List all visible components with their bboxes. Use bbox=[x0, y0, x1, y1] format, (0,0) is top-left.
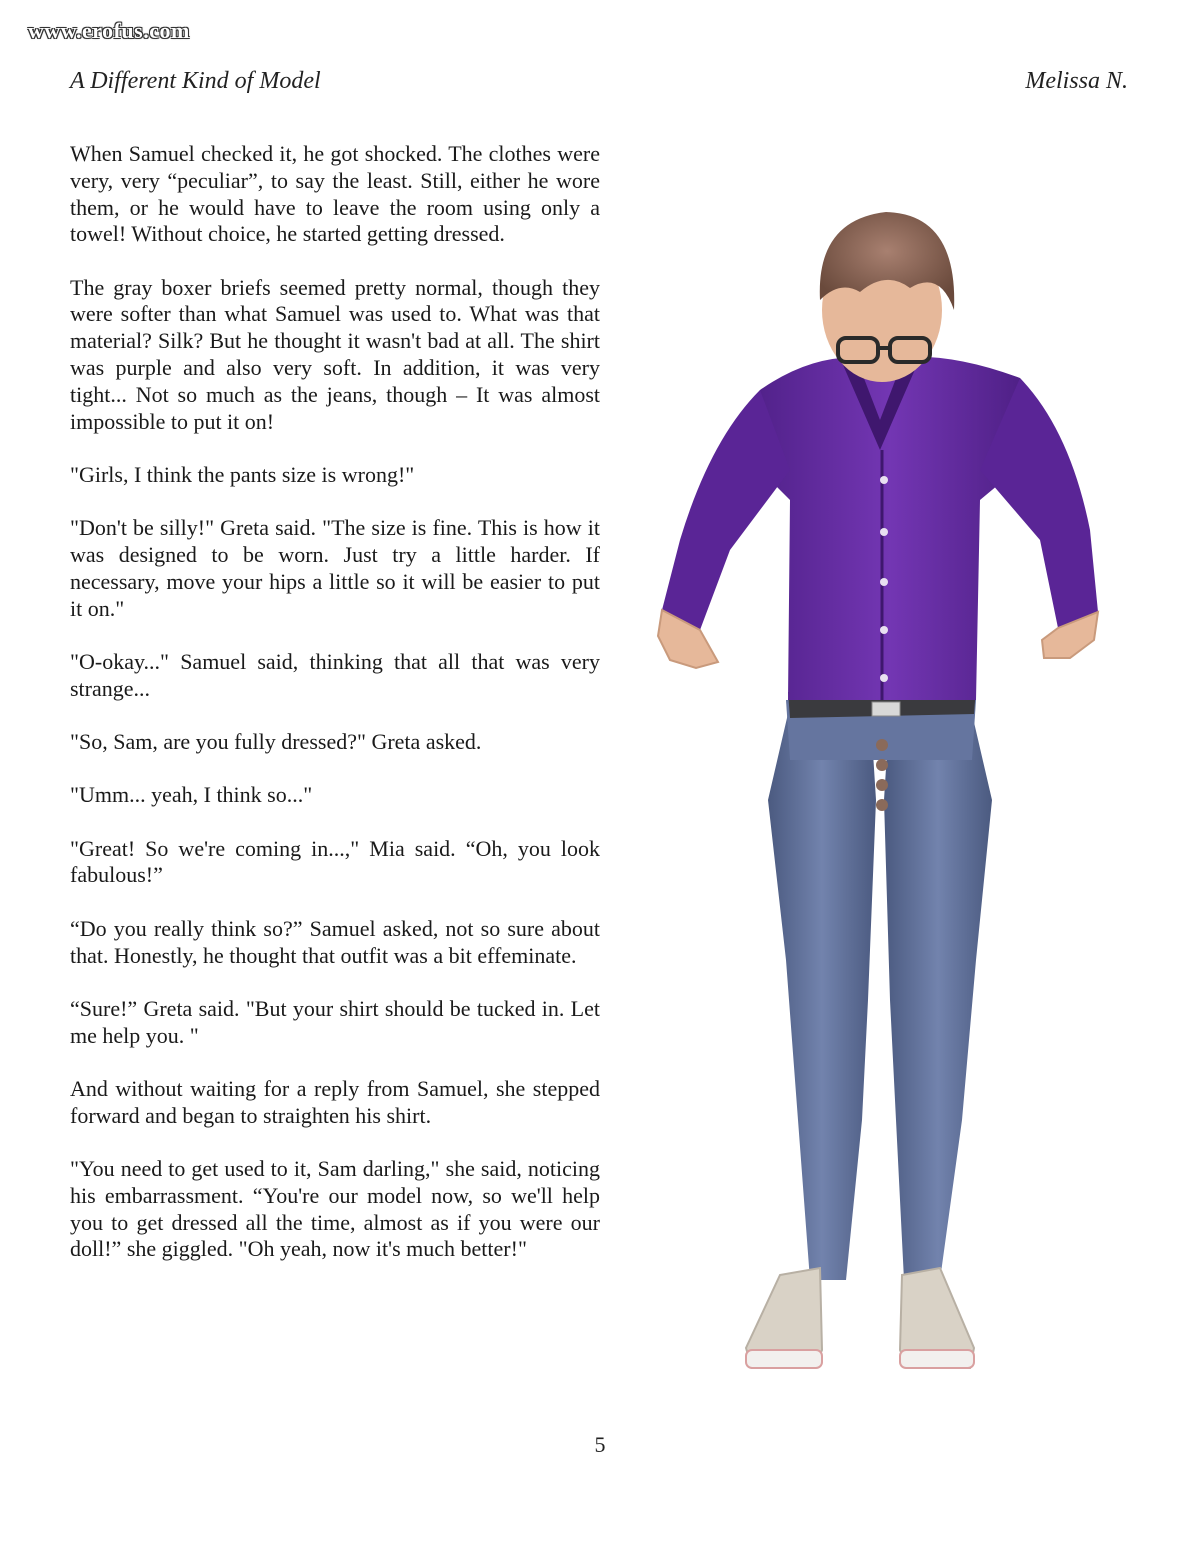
page-number: 5 bbox=[594, 1432, 606, 1457]
paragraph: "Umm... yeah, I think so..." bbox=[70, 782, 313, 808]
paragraph: And without waiting for a reply from Samuel, she stepped forward and began to straighten his shirt. bbox=[70, 1075, 600, 1128]
paragraph: "Girls, I think the pants size is wrong!" bbox=[70, 461, 415, 487]
paragraph: "So, Sam, are you fully dressed?" Greta asked. bbox=[70, 729, 482, 755]
story-text bbox=[70, 141, 600, 1290]
running-header-author: Melissa N. bbox=[1025, 68, 1128, 94]
paragraph: "You need to get used to it, Sam darling," she said, noticing his embarrassment. “You're our model now, so we'll help you to get dressed all the time, almost as if you were our doll!” she giggled. "Oh yeah, now it's much better!" bbox=[70, 1156, 600, 1262]
paragraph: “Do you really think so?” Samuel asked, not so sure about that. Honestly, he thought that outfit was a bit effeminate. bbox=[70, 915, 600, 968]
watermark: www.erofus.com bbox=[28, 18, 190, 43]
paragraph: When Samuel checked it, he got shocked. The clothes were very, very “peculiar”, to say the least. Still, either he wore them, or he would have to leave the room using only a towel! Without choice, he started getting dressed. bbox=[70, 141, 600, 247]
sneakers bbox=[746, 1268, 974, 1368]
head bbox=[820, 212, 954, 382]
paragraph: “Sure!” Greta said. "But your shirt should be tucked in. Let me help you. " bbox=[70, 995, 600, 1048]
purple-shirt bbox=[662, 357, 1098, 700]
paragraph: The gray boxer briefs seemed pretty normal, though they were softer than what Samuel was used to. What was that material? Silk? But he thought it wasn't bad at all. The shirt was purple and also very soft. In addition, it was very tight... Not so much as the jeans, though – It was almost impossible to put it on! bbox=[70, 274, 600, 434]
character-illustration bbox=[640, 200, 1120, 1390]
paragraph: "Don't be silly!" Greta said. "The size is fine. This is how it was designed to be worn. Just try a little harder. If necessary, move your hips a little so it will be easier to put it on." bbox=[70, 515, 600, 621]
running-header-title: A Different Kind of Model bbox=[70, 68, 321, 94]
paragraph: "O-okay..." Samuel said, thinking that all that was very strange... bbox=[70, 648, 600, 701]
paragraph: "Great! So we're coming in...," Mia said. “Oh, you look fabulous!” bbox=[70, 835, 600, 888]
